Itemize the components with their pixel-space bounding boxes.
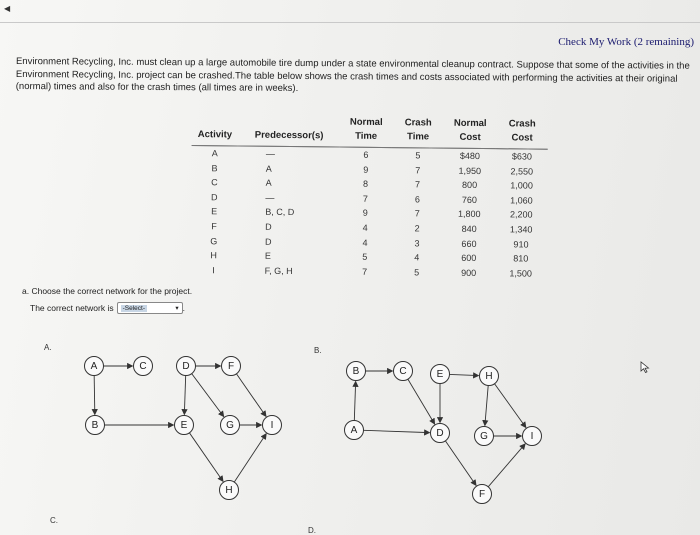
col-crash-cost: Crash Cost bbox=[496, 117, 548, 149]
cell-predecessors: A bbox=[265, 163, 272, 174]
cell-activity: H bbox=[210, 250, 217, 261]
cell-normal-time: 7 bbox=[362, 266, 368, 277]
net-b-edge bbox=[445, 441, 476, 486]
net-b-edge bbox=[363, 430, 429, 432]
net-b-node bbox=[345, 421, 364, 440]
net-b-edge bbox=[488, 444, 525, 487]
cell-activity: G bbox=[210, 235, 218, 246]
net-a-node-label: G bbox=[226, 420, 234, 431]
net-a-node bbox=[177, 357, 196, 376]
cell-crash-cost: 1,000 bbox=[510, 180, 533, 191]
cell-normal-time: 4 bbox=[362, 237, 368, 248]
option-d-label[interactable]: D. bbox=[308, 526, 316, 535]
question-prompt: The correct network is bbox=[30, 303, 114, 313]
mouse-cursor-icon bbox=[640, 361, 650, 373]
net-b-node-label: G bbox=[480, 431, 488, 442]
problem-statement: Environment Recycling, Inc. must clean up a large automobile tire dump under a state environmental cleanup contract. Suppose that some of the activities in the Environment Recycling, Inc. project can be crashed.The table below shows the crash times and costs associated with performing the activities at their original (normal) times and also for the crash times (all times are in weeks). bbox=[15, 56, 690, 94]
net-b-node bbox=[475, 427, 494, 446]
col-normal-time: Normal Time bbox=[340, 116, 392, 148]
cell-predecessors: B, C, D bbox=[265, 207, 295, 218]
cell-crash-time: 2 bbox=[414, 223, 420, 234]
net-b-node-label: E bbox=[436, 369, 444, 380]
cell-crash-time: 3 bbox=[414, 237, 420, 248]
net-a-edge bbox=[236, 374, 266, 417]
cell-normal-cost: 760 bbox=[461, 194, 478, 205]
cell-normal-cost: 660 bbox=[461, 238, 477, 249]
cell-predecessors: — bbox=[265, 192, 275, 203]
cell-activity: C bbox=[211, 177, 218, 188]
cell-activity: A bbox=[211, 148, 218, 159]
cell-crash-cost: 2,200 bbox=[509, 209, 533, 220]
cell-normal-cost: 1,950 bbox=[458, 165, 482, 176]
net-a-node-label: C bbox=[139, 361, 147, 372]
net-a-node bbox=[175, 416, 194, 435]
net-a-node bbox=[85, 357, 104, 376]
cell-crash-time: 7 bbox=[415, 164, 421, 175]
net-b-node bbox=[473, 485, 492, 504]
option-c-label[interactable]: C. bbox=[50, 516, 58, 525]
col-normal-cost: Normal Cost bbox=[444, 117, 496, 149]
cell-crash-cost: 1,060 bbox=[510, 195, 533, 206]
cell-predecessors: E bbox=[264, 250, 271, 261]
cell-crash-time: 7 bbox=[414, 208, 420, 219]
cell-crash-time: 6 bbox=[414, 194, 421, 205]
net-a-node bbox=[134, 357, 153, 376]
col-crash-time: Crash Time bbox=[392, 116, 444, 148]
cell-crash-time: 5 bbox=[414, 267, 420, 278]
cell-activity: D bbox=[210, 191, 218, 203]
net-b-node-label: C bbox=[399, 366, 407, 377]
network-option-b[interactable] bbox=[345, 362, 542, 504]
cell-crash-time: 4 bbox=[414, 252, 420, 263]
cell-crash-time: 5 bbox=[415, 150, 421, 161]
cell-activity: E bbox=[211, 206, 218, 217]
cell-normal-cost: 600 bbox=[461, 252, 477, 264]
question-period: . bbox=[182, 303, 185, 313]
cell-crash-time: 7 bbox=[415, 179, 421, 190]
net-a-node bbox=[86, 416, 105, 435]
cell-normal-time: 7 bbox=[362, 193, 369, 204]
net-b-node bbox=[394, 362, 413, 381]
net-b-node-label: H bbox=[485, 371, 493, 382]
net-b-node-label: F bbox=[478, 489, 486, 500]
cell-crash-cost: 1,500 bbox=[509, 268, 532, 279]
net-a-node bbox=[220, 481, 239, 500]
cell-normal-cost: 840 bbox=[461, 223, 477, 234]
cell-predecessors: A bbox=[265, 177, 272, 189]
col-activity: Activity bbox=[192, 114, 239, 146]
net-b-edge bbox=[485, 385, 488, 425]
net-b-edge bbox=[354, 381, 355, 420]
cell-crash-cost: 810 bbox=[513, 253, 529, 264]
cell-crash-cost: 2,550 bbox=[510, 165, 534, 177]
chevron-down-icon: ▾ bbox=[175, 305, 179, 312]
cell-normal-time: 9 bbox=[363, 164, 369, 175]
net-b-node bbox=[523, 427, 542, 446]
cell-normal-cost: $480 bbox=[459, 150, 480, 162]
cell-predecessors: — bbox=[265, 148, 275, 159]
option-b-label[interactable]: B. bbox=[314, 346, 322, 355]
net-a-node-label: B bbox=[91, 420, 99, 431]
cell-normal-time: 9 bbox=[362, 208, 368, 219]
net-b-node-label: B bbox=[352, 366, 360, 377]
cell-normal-time: 4 bbox=[362, 222, 368, 233]
net-a-node-label: F bbox=[227, 361, 235, 372]
cell-predecessors: F, G, H bbox=[264, 265, 293, 276]
cell-normal-cost: 1,800 bbox=[457, 209, 481, 220]
cell-activity: I bbox=[212, 264, 215, 275]
cell-crash-cost: $630 bbox=[511, 151, 532, 162]
net-a-edge bbox=[189, 433, 223, 482]
network-option-a[interactable] bbox=[85, 357, 282, 500]
net-a-edge bbox=[234, 434, 266, 482]
cell-normal-cost: 900 bbox=[461, 267, 477, 278]
net-b-edge bbox=[408, 379, 435, 424]
cell-crash-cost: 1,340 bbox=[509, 224, 533, 235]
cell-normal-cost: 800 bbox=[462, 180, 478, 191]
net-a-node-label: E bbox=[180, 420, 188, 431]
net-b-node bbox=[480, 367, 499, 386]
net-b-node bbox=[431, 365, 450, 384]
net-a-node bbox=[263, 416, 282, 435]
net-a-node bbox=[222, 357, 241, 376]
option-a-label[interactable]: A. bbox=[44, 343, 52, 352]
cell-normal-time: 8 bbox=[363, 178, 369, 190]
net-b-edge bbox=[495, 384, 526, 428]
cell-crash-cost: 910 bbox=[513, 238, 529, 250]
net-b-node-label: D bbox=[436, 428, 444, 439]
net-a-node-label: D bbox=[182, 361, 190, 372]
cell-activity: B bbox=[211, 162, 218, 173]
select-value: -Select- bbox=[122, 304, 146, 312]
cell-normal-time: 5 bbox=[362, 251, 368, 262]
net-b-node bbox=[431, 424, 450, 443]
net-a-edge bbox=[184, 375, 185, 414]
net-b-node-label: A bbox=[350, 425, 358, 436]
net-a-node-label: H bbox=[225, 485, 233, 496]
cell-predecessors: D bbox=[264, 236, 272, 247]
net-a-node bbox=[221, 416, 240, 435]
net-b-edge bbox=[449, 374, 478, 375]
collapse-arrow-icon[interactable]: ◀ bbox=[4, 4, 11, 13]
question-a: a. Choose the correct network for the project. bbox=[22, 286, 193, 296]
net-b-node-label: I bbox=[530, 431, 534, 442]
net-a-edge bbox=[192, 374, 224, 417]
cell-normal-time: 6 bbox=[363, 149, 369, 160]
net-a-node-label: A bbox=[90, 361, 98, 372]
col-predecessors: Predecessor(s) bbox=[238, 114, 340, 147]
check-my-work-link[interactable]: Check My Work (2 remaining) bbox=[558, 36, 694, 48]
net-b-node bbox=[347, 362, 366, 381]
net-a-node-label: I bbox=[270, 420, 274, 431]
cell-activity: F bbox=[211, 221, 217, 232]
net-a-edge bbox=[94, 375, 95, 414]
cell-predecessors: D bbox=[265, 221, 272, 232]
